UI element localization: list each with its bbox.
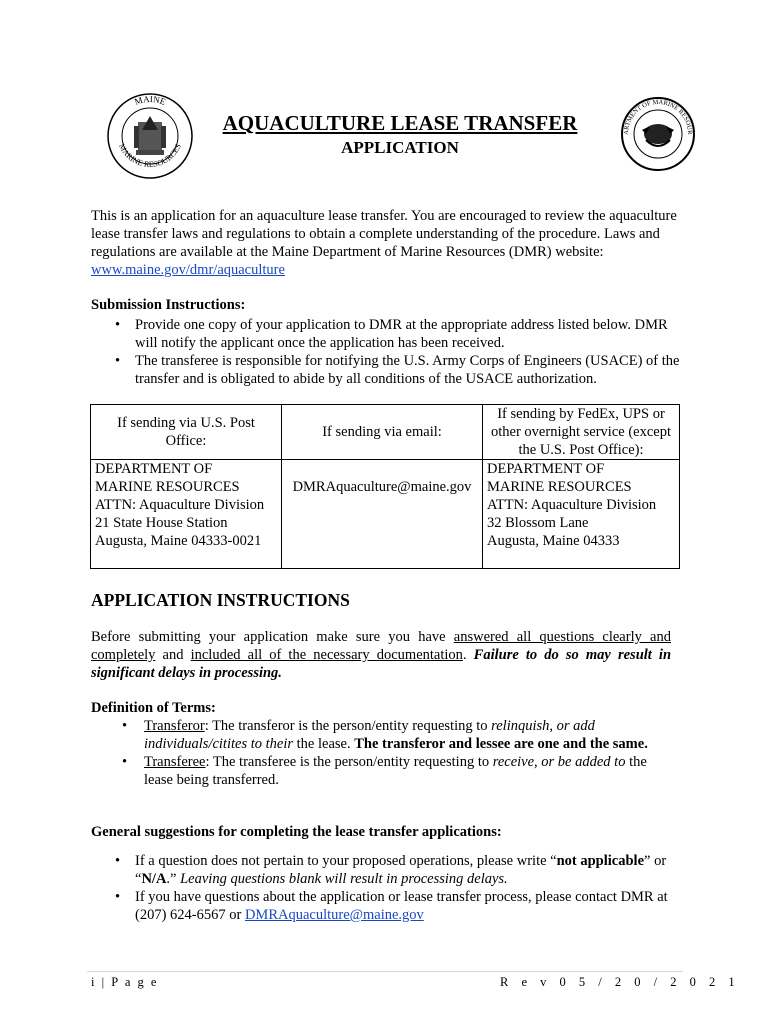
- underlined-text: included all of the necessary documentation: [190, 647, 463, 663]
- list-item: [122, 753, 674, 789]
- maine-seal-logo: [106, 92, 194, 180]
- bold-text: not applicable: [556, 853, 645, 869]
- italic-text: relinquish, or add individuals/citites to their: [144, 718, 595, 752]
- underlined-text: answered all questions clearly and completely: [91, 629, 671, 663]
- svg-text:MAINE: MAINE: [133, 93, 168, 107]
- contact-email-link[interactable]: DMRAquaculture@maine.gov: [244, 907, 424, 923]
- submission-heading: Submission Instructions:: [91, 297, 246, 313]
- text-run: the lease.: [293, 736, 355, 752]
- header-overnight: If sending by FedEx, UPS or other overnight service (except the U.S. Post Office):: [483, 405, 680, 460]
- svg-text:MARINE RESOURCES: MARINE RESOURCES: [117, 142, 183, 170]
- email-address-cell: [282, 460, 483, 569]
- list-item-text: Provide one copy of your application to DMR at the appropriate address listed below. DMR will notify the applicant once the application has been received.: [135, 317, 668, 351]
- definitions-heading: Definition of Terms:: [91, 700, 216, 716]
- list-item: [115, 352, 681, 388]
- bold-text: The transferor and lessee are one and the same.: [354, 736, 648, 752]
- italic-text: receive, or be added to: [492, 754, 626, 770]
- address-line: ATTN: Aquaculture Division: [95, 497, 265, 513]
- table-row: [91, 460, 680, 569]
- intro-paragraph: [91, 207, 681, 279]
- aquaculture-website-link[interactable]: www.maine.gov/dmr/aquaculture: [91, 262, 285, 278]
- text-run: : The transferee is the person/entity requesting to: [205, 754, 493, 770]
- document-subtitle: APPLICATION: [341, 138, 459, 157]
- text-run: ” or “: [135, 853, 667, 887]
- address-line: MARINE RESOURCES: [487, 479, 632, 495]
- general-suggestions-heading: General suggestions for completing the lease transfer applications:: [91, 824, 502, 840]
- general-suggestions-list: [91, 852, 681, 924]
- list-item-text: The transferee is responsible for notifying the U.S. Army Corps of Engineers (USACE) of the transfer and is obligated to abide by all conditions of the USACE authorization.: [135, 353, 680, 387]
- bullet-icon: •: [115, 353, 121, 369]
- definitions-list: [91, 717, 674, 789]
- address-line: MARINE RESOURCES: [95, 479, 240, 495]
- text-run: .”: [166, 871, 181, 887]
- list-item: [122, 717, 674, 753]
- address-table: [90, 404, 680, 569]
- text-run: If a question does not pertain to your proposed operations, please write “: [135, 853, 557, 869]
- intro-text: This is an application for an aquaculture lease transfer. You are encouraged to review the aquaculture lease transfer laws and regulations to obtain a complete understanding of the procedure. Laws and regulations are available at the Maine Department of Marine Resources (DMR) website:: [91, 208, 677, 260]
- email-address: DMRAquaculture@maine.gov: [292, 479, 472, 495]
- text-run: If you have questions about the application or lease transfer process, please contact DMR at (207) 624-6567 or: [135, 889, 668, 923]
- application-instructions-heading: APPLICATION INSTRUCTIONS: [91, 590, 350, 610]
- list-item: [115, 852, 681, 888]
- bullet-icon: •: [115, 317, 121, 333]
- document-title: AQUACULTURE LEASE TRANSFER: [222, 111, 578, 135]
- italic-text: Leaving questions blank will result in processing delays.: [180, 871, 508, 887]
- submission-list: [91, 316, 681, 388]
- warning-text: Failure to do so may result in significant delays in processing.: [91, 647, 672, 681]
- bullet-icon: •: [122, 718, 128, 734]
- text-run: the lease being transferred.: [144, 754, 647, 788]
- text-run: and: [155, 647, 191, 663]
- table-header-row: [91, 405, 680, 460]
- overnight-address: [483, 460, 680, 569]
- post-office-address: [91, 460, 282, 569]
- revision-date: R e v 0 5 / 2 0 / 2 0 2 1: [500, 975, 740, 989]
- svg-text:DEPARTMENT OF MARINE RESOURCES: ARTMENT OF MARINE RESOUR: [622, 98, 694, 135]
- list-item: [115, 316, 681, 352]
- address-line: ATTN: Aquaculture Division: [487, 497, 657, 513]
- bullet-icon: •: [122, 754, 128, 770]
- term-transferee: Transferee: [144, 754, 206, 770]
- address-line: Augusta, Maine 04333: [487, 533, 620, 549]
- footer-divider: [87, 971, 683, 972]
- address-line: 21 State House Station: [95, 515, 228, 531]
- bullet-icon: •: [115, 889, 121, 905]
- address-line: DEPARTMENT OF: [95, 461, 213, 477]
- dmr-seal-logo: [620, 96, 696, 172]
- text-run: Before submitting your application make sure you have: [91, 629, 454, 645]
- text-run: : The transferor is the person/entity requesting to: [204, 718, 492, 734]
- page-number: i | P a g e: [91, 975, 159, 989]
- bullet-icon: •: [115, 853, 121, 869]
- address-line: DEPARTMENT OF: [487, 461, 605, 477]
- bold-text: N/A: [141, 871, 167, 887]
- header-post-office: If sending via U.S. Post Office:: [91, 405, 282, 460]
- header-email: If sending via email:: [282, 405, 483, 460]
- text-run: .: [462, 647, 474, 663]
- term-transferor: Transferor: [144, 718, 205, 734]
- address-line: 32 Blossom Lane: [487, 515, 589, 531]
- address-line: Augusta, Maine 04333-0021: [95, 533, 262, 549]
- before-submitting-paragraph: [91, 628, 671, 682]
- list-item: [115, 888, 681, 924]
